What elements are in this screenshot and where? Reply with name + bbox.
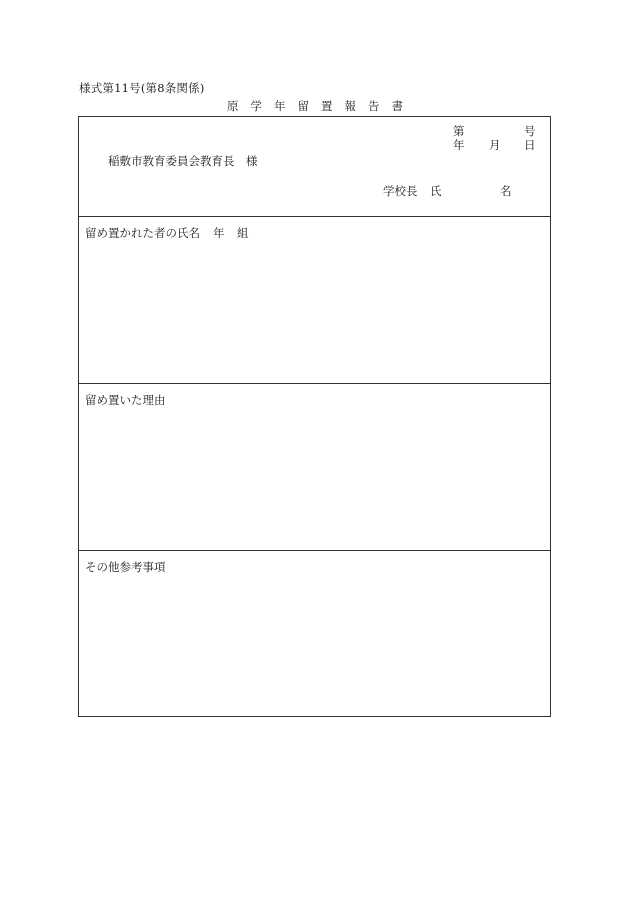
principal-label: 学校長 — [383, 184, 418, 198]
document-title — [0, 98, 630, 114]
title-char: 年 — [274, 99, 286, 113]
date-year-label: 年 — [453, 138, 465, 152]
other-notes-label: その他参考事項 — [85, 560, 166, 574]
date-day-label: 日 — [524, 138, 536, 152]
grade-class-label: 組 — [237, 226, 249, 240]
report-form — [78, 116, 551, 717]
title-char: 学 — [250, 99, 262, 113]
student-name-section[interactable] — [79, 217, 550, 384]
document-number-suffix: 号 — [524, 124, 536, 138]
document-number-prefix: 第 — [453, 124, 465, 138]
title-char: 留 — [297, 99, 309, 113]
principal-name-label-shi: 氏 — [430, 184, 442, 198]
title-char: 原 — [227, 99, 239, 113]
title-char: 書 — [391, 99, 403, 113]
grade-year-label: 年 — [213, 226, 225, 240]
title-char: 置 — [321, 99, 333, 113]
reason-label: 留め置いた理由 — [85, 393, 166, 407]
other-notes-section[interactable] — [79, 551, 550, 716]
title-char: 報 — [344, 99, 356, 113]
addressee: 稲敷市教育委員会教育長 様 — [108, 154, 258, 168]
principal-name-label-mei: 名 — [500, 184, 512, 198]
date-month-label: 月 — [489, 138, 501, 152]
header-section — [79, 117, 550, 217]
reason-section[interactable] — [79, 384, 550, 551]
student-name-label: 留め置かれた者の氏名 — [85, 226, 200, 240]
form-number: 様式第11号(第8条関係) — [79, 81, 205, 95]
title-char: 告 — [368, 99, 380, 113]
